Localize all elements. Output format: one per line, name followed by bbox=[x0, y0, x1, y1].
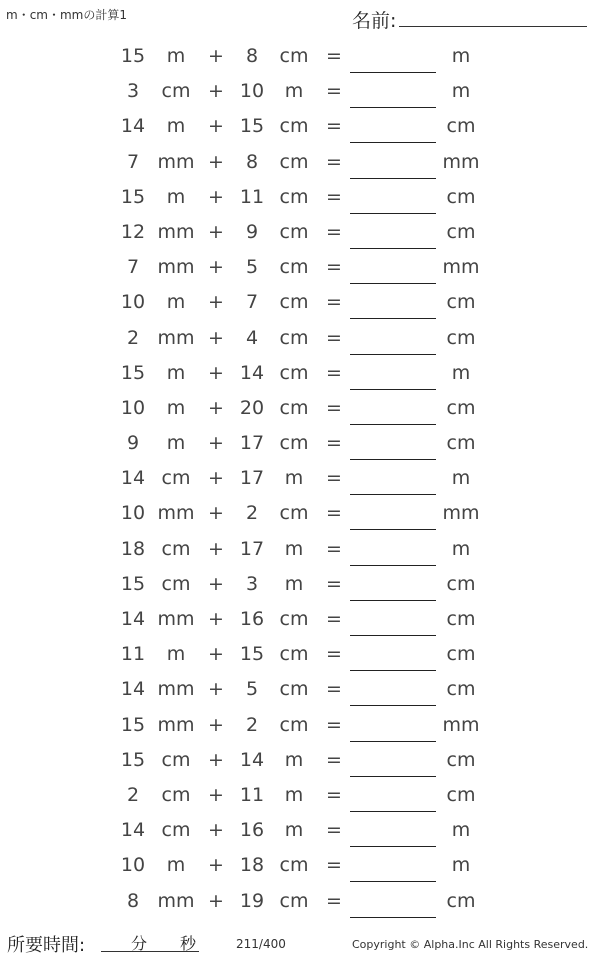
problem-row bbox=[0, 814, 600, 849]
first-number: 10 bbox=[120, 854, 146, 877]
plus-sign: + bbox=[208, 643, 224, 666]
second-number: 16 bbox=[239, 608, 265, 630]
problem-row bbox=[0, 885, 600, 920]
answer-unit: mm bbox=[442, 713, 480, 736]
first-unit: mm bbox=[157, 256, 195, 279]
second-unit: cm bbox=[279, 432, 309, 455]
answer-unit: cm bbox=[446, 185, 476, 208]
equals-sign: = bbox=[326, 432, 342, 455]
problem-row bbox=[0, 322, 600, 357]
problem-row bbox=[0, 849, 600, 884]
plus-sign: + bbox=[208, 608, 224, 630]
second-unit: cm bbox=[279, 643, 309, 666]
answer-unit: cm bbox=[446, 783, 476, 806]
second-unit: cm bbox=[279, 150, 309, 173]
plus-sign: + bbox=[208, 537, 224, 560]
answer-unit: mm bbox=[442, 150, 480, 173]
first-number: 11 bbox=[120, 643, 146, 666]
minutes-label: 分 bbox=[131, 934, 148, 953]
first-number: 15 bbox=[120, 572, 146, 595]
answer-blank[interactable] bbox=[350, 494, 436, 495]
equals-sign: = bbox=[326, 643, 342, 666]
problem-row bbox=[0, 216, 600, 251]
plus-sign: + bbox=[208, 115, 224, 138]
plus-sign: + bbox=[208, 502, 224, 525]
second-number: 20 bbox=[239, 396, 265, 419]
answer-blank[interactable] bbox=[350, 283, 436, 284]
second-number: 17 bbox=[239, 537, 265, 560]
first-unit: cm bbox=[161, 748, 191, 771]
second-unit: cm bbox=[279, 185, 309, 208]
first-number: 10 bbox=[120, 502, 146, 525]
answer-blank[interactable] bbox=[350, 811, 436, 812]
equals-sign: = bbox=[326, 608, 342, 630]
first-number: 7 bbox=[126, 256, 140, 279]
equals-sign: = bbox=[326, 256, 342, 279]
first-number: 14 bbox=[120, 678, 146, 701]
second-number: 2 bbox=[245, 502, 259, 525]
plus-sign: + bbox=[208, 396, 224, 419]
answer-blank[interactable] bbox=[350, 107, 436, 108]
second-number: 9 bbox=[245, 220, 259, 243]
problem-row bbox=[0, 110, 600, 145]
answer-unit: cm bbox=[446, 643, 476, 666]
first-unit: cm bbox=[161, 783, 191, 806]
plus-sign: + bbox=[208, 572, 224, 595]
first-unit: m bbox=[166, 396, 186, 419]
answer-blank[interactable] bbox=[350, 635, 436, 636]
answer-blank[interactable] bbox=[350, 318, 436, 319]
problem-row bbox=[0, 427, 600, 462]
answer-unit: cm bbox=[446, 291, 476, 314]
first-unit: cm bbox=[161, 537, 191, 560]
problem-row bbox=[0, 251, 600, 286]
answer-blank[interactable] bbox=[350, 741, 436, 742]
plus-sign: + bbox=[208, 432, 224, 455]
first-unit: cm bbox=[161, 572, 191, 595]
problem-row bbox=[0, 603, 600, 638]
problem-row bbox=[0, 75, 600, 110]
problem-row bbox=[0, 744, 600, 779]
first-number: 8 bbox=[126, 889, 140, 912]
problem-row bbox=[0, 568, 600, 603]
plus-sign: + bbox=[208, 748, 224, 771]
problem-row bbox=[0, 779, 600, 814]
second-unit: m bbox=[284, 572, 304, 595]
equals-sign: = bbox=[326, 361, 342, 384]
answer-blank[interactable] bbox=[350, 354, 436, 355]
second-number: 14 bbox=[239, 361, 265, 384]
first-unit: m bbox=[166, 115, 186, 138]
answer-blank[interactable] bbox=[350, 72, 436, 73]
answer-unit: cm bbox=[446, 396, 476, 419]
plus-sign: + bbox=[208, 361, 224, 384]
answer-blank[interactable] bbox=[350, 459, 436, 460]
plus-sign: + bbox=[208, 854, 224, 877]
first-number: 14 bbox=[120, 608, 146, 630]
first-number: 14 bbox=[120, 467, 146, 490]
equals-sign: = bbox=[326, 854, 342, 877]
second-unit: cm bbox=[279, 256, 309, 279]
problem-row bbox=[0, 357, 600, 392]
second-number: 3 bbox=[245, 572, 259, 595]
equals-sign: = bbox=[326, 150, 342, 173]
plus-sign: + bbox=[208, 220, 224, 243]
first-unit: m bbox=[166, 45, 186, 67]
equals-sign: = bbox=[326, 572, 342, 595]
second-unit: cm bbox=[279, 713, 309, 736]
equals-sign: = bbox=[326, 819, 342, 842]
answer-blank[interactable] bbox=[350, 142, 436, 143]
second-unit: cm bbox=[279, 854, 309, 877]
answer-unit: cm bbox=[446, 889, 476, 912]
plus-sign: + bbox=[208, 678, 224, 701]
second-unit: cm bbox=[279, 115, 309, 138]
second-unit: m bbox=[284, 783, 304, 806]
answer-blank[interactable] bbox=[350, 917, 436, 918]
first-unit: mm bbox=[157, 678, 195, 701]
problem-row bbox=[0, 638, 600, 673]
plus-sign: + bbox=[208, 185, 224, 208]
second-number: 18 bbox=[239, 854, 265, 877]
equals-sign: = bbox=[326, 396, 342, 419]
first-number: 9 bbox=[126, 432, 140, 455]
first-unit: m bbox=[166, 854, 186, 877]
first-number: 14 bbox=[120, 115, 146, 138]
second-unit: cm bbox=[279, 608, 309, 630]
answer-blank[interactable] bbox=[350, 670, 436, 671]
equals-sign: = bbox=[326, 326, 342, 349]
second-number: 16 bbox=[239, 819, 265, 842]
equals-sign: = bbox=[326, 45, 342, 67]
problem-row bbox=[0, 146, 600, 181]
first-number: 14 bbox=[120, 819, 146, 842]
answer-unit: mm bbox=[442, 256, 480, 279]
first-unit: cm bbox=[161, 80, 191, 103]
second-unit: cm bbox=[279, 396, 309, 419]
answer-blank[interactable] bbox=[350, 389, 436, 390]
answer-blank[interactable] bbox=[350, 178, 436, 179]
first-unit: mm bbox=[157, 326, 195, 349]
plus-sign: + bbox=[208, 150, 224, 173]
first-number: 15 bbox=[120, 45, 146, 67]
first-unit: m bbox=[166, 185, 186, 208]
answer-unit: cm bbox=[446, 326, 476, 349]
problem-row bbox=[0, 40, 600, 75]
answer-unit: cm bbox=[446, 432, 476, 455]
problem-row bbox=[0, 497, 600, 532]
first-number: 15 bbox=[120, 185, 146, 208]
plus-sign: + bbox=[208, 467, 224, 490]
answer-unit: mm bbox=[442, 502, 480, 525]
first-unit: m bbox=[166, 361, 186, 384]
second-number: 11 bbox=[239, 185, 265, 208]
worksheet-title: m・cm・mmの計算1 bbox=[6, 8, 127, 22]
second-unit: m bbox=[284, 748, 304, 771]
second-number: 5 bbox=[245, 256, 259, 279]
equals-sign: = bbox=[326, 220, 342, 243]
equals-sign: = bbox=[326, 185, 342, 208]
answer-blank[interactable] bbox=[350, 776, 436, 777]
answer-blank[interactable] bbox=[350, 529, 436, 530]
first-number: 3 bbox=[126, 80, 140, 103]
equals-sign: = bbox=[326, 291, 342, 314]
second-number: 2 bbox=[245, 713, 259, 736]
second-number: 8 bbox=[245, 45, 259, 67]
second-unit: cm bbox=[279, 678, 309, 701]
equals-sign: = bbox=[326, 678, 342, 701]
seconds-label: 秒 bbox=[180, 934, 197, 953]
first-number: 10 bbox=[120, 291, 146, 314]
first-unit: mm bbox=[157, 713, 195, 736]
first-unit: m bbox=[166, 432, 186, 455]
answer-unit: cm bbox=[446, 220, 476, 243]
second-unit: cm bbox=[279, 361, 309, 384]
problem-row bbox=[0, 709, 600, 744]
equals-sign: = bbox=[326, 537, 342, 560]
second-number: 19 bbox=[239, 889, 265, 912]
second-number: 4 bbox=[245, 326, 259, 349]
time-required-label: 所要時間: bbox=[7, 935, 86, 956]
answer-unit: cm bbox=[446, 115, 476, 138]
answer-unit: m bbox=[451, 537, 471, 560]
copyright-text: Copyright © Alpha.Inc All Rights Reserved. bbox=[352, 938, 589, 951]
first-unit: mm bbox=[157, 502, 195, 525]
first-number: 2 bbox=[126, 326, 140, 349]
second-number: 10 bbox=[239, 80, 265, 103]
problem-row bbox=[0, 533, 600, 568]
plus-sign: + bbox=[208, 819, 224, 842]
second-unit: cm bbox=[279, 326, 309, 349]
name-label: 名前: bbox=[352, 10, 397, 32]
plus-sign: + bbox=[208, 256, 224, 279]
answer-unit: cm bbox=[446, 608, 476, 630]
second-unit: cm bbox=[279, 889, 309, 912]
footer bbox=[0, 928, 600, 957]
second-unit: m bbox=[284, 80, 304, 103]
equals-sign: = bbox=[326, 502, 342, 525]
first-unit: cm bbox=[161, 819, 191, 842]
second-unit: m bbox=[284, 537, 304, 560]
first-unit: cm bbox=[161, 467, 191, 490]
first-number: 7 bbox=[126, 150, 140, 173]
page-number: 211/400 bbox=[236, 937, 286, 951]
answer-blank[interactable] bbox=[350, 881, 436, 882]
problem-row bbox=[0, 392, 600, 427]
answer-unit: m bbox=[451, 467, 471, 490]
answer-blank[interactable] bbox=[350, 705, 436, 706]
equals-sign: = bbox=[326, 80, 342, 103]
second-unit: m bbox=[284, 467, 304, 490]
answer-blank[interactable] bbox=[350, 565, 436, 566]
answer-blank[interactable] bbox=[350, 424, 436, 425]
plus-sign: + bbox=[208, 45, 224, 67]
second-number: 11 bbox=[239, 783, 265, 806]
answer-unit: m bbox=[451, 819, 471, 842]
second-number: 7 bbox=[245, 291, 259, 314]
answer-unit: cm bbox=[446, 678, 476, 701]
first-unit: mm bbox=[157, 150, 195, 173]
second-number: 17 bbox=[239, 467, 265, 490]
equals-sign: = bbox=[326, 467, 342, 490]
first-number: 10 bbox=[120, 396, 146, 419]
answer-unit: m bbox=[451, 80, 471, 103]
equals-sign: = bbox=[326, 889, 342, 912]
plus-sign: + bbox=[208, 889, 224, 912]
first-unit: m bbox=[166, 291, 186, 314]
second-number: 17 bbox=[239, 432, 265, 455]
name-field-line[interactable] bbox=[399, 26, 587, 27]
plus-sign: + bbox=[208, 783, 224, 806]
first-number: 2 bbox=[126, 783, 140, 806]
answer-blank[interactable] bbox=[350, 600, 436, 601]
first-number: 15 bbox=[120, 713, 146, 736]
first-unit: m bbox=[166, 643, 186, 666]
plus-sign: + bbox=[208, 326, 224, 349]
equals-sign: = bbox=[326, 713, 342, 736]
equals-sign: = bbox=[326, 748, 342, 771]
second-number: 14 bbox=[239, 748, 265, 771]
second-unit: cm bbox=[279, 220, 309, 243]
first-unit: mm bbox=[157, 608, 195, 630]
first-number: 12 bbox=[120, 220, 146, 243]
problem-row bbox=[0, 181, 600, 216]
first-number: 15 bbox=[120, 748, 146, 771]
first-number: 15 bbox=[120, 361, 146, 384]
second-unit: cm bbox=[279, 291, 309, 314]
equals-sign: = bbox=[326, 783, 342, 806]
plus-sign: + bbox=[208, 291, 224, 314]
answer-blank[interactable] bbox=[350, 248, 436, 249]
second-unit: cm bbox=[279, 502, 309, 525]
answer-unit: cm bbox=[446, 748, 476, 771]
answer-unit: m bbox=[451, 45, 471, 67]
problem-row bbox=[0, 462, 600, 497]
second-number: 15 bbox=[239, 643, 265, 666]
second-number: 15 bbox=[239, 115, 265, 138]
first-unit: mm bbox=[157, 889, 195, 912]
second-number: 8 bbox=[245, 150, 259, 173]
second-unit: m bbox=[284, 819, 304, 842]
first-number: 18 bbox=[120, 537, 146, 560]
plus-sign: + bbox=[208, 713, 224, 736]
plus-sign: + bbox=[208, 80, 224, 103]
second-number: 5 bbox=[245, 678, 259, 701]
problem-list bbox=[0, 40, 600, 920]
answer-unit: m bbox=[451, 361, 471, 384]
first-unit: mm bbox=[157, 220, 195, 243]
answer-unit: cm bbox=[446, 572, 476, 595]
answer-blank[interactable] bbox=[350, 846, 436, 847]
problem-row bbox=[0, 673, 600, 708]
answer-blank[interactable] bbox=[350, 213, 436, 214]
equals-sign: = bbox=[326, 115, 342, 138]
answer-unit: m bbox=[451, 854, 471, 877]
second-unit: cm bbox=[279, 45, 309, 67]
problem-row bbox=[0, 286, 600, 321]
